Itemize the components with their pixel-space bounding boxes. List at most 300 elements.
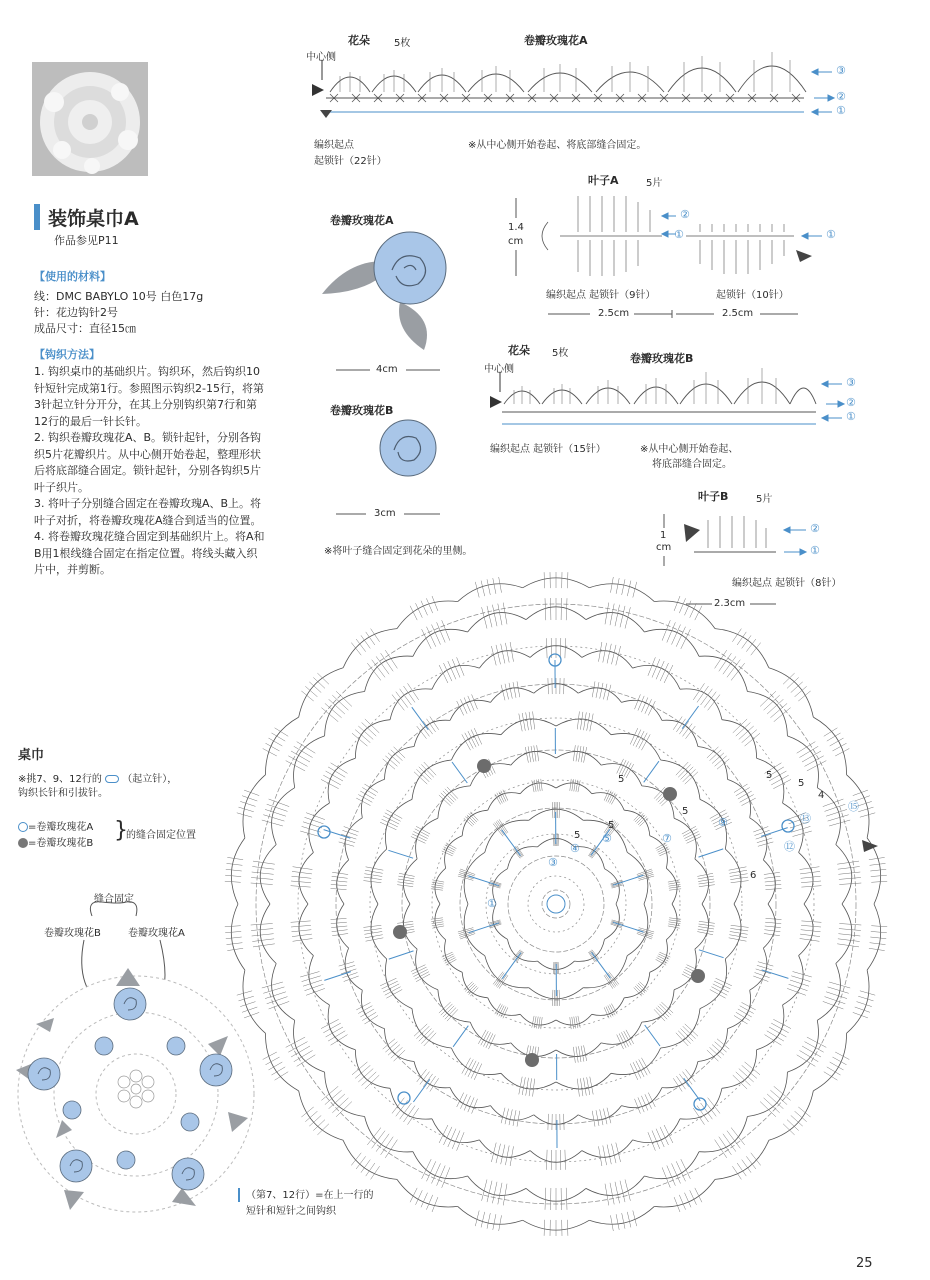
work-reference: 作品参见P11 [54, 234, 119, 247]
doily-stitch [416, 603, 423, 618]
doily-stitch [606, 1007, 611, 1018]
doily-stitch [800, 939, 820, 942]
doily-stitch [501, 1108, 505, 1124]
doily-stitch [475, 582, 479, 598]
doily-stitch [321, 708, 338, 722]
doily-stitch [824, 728, 838, 737]
doily-long-stitch [502, 830, 521, 856]
doily-stitch [501, 791, 506, 802]
doily-arch [633, 665, 680, 689]
doily-stitch [225, 875, 241, 876]
doily-stitch [474, 728, 482, 744]
doily-stitch [486, 1034, 493, 1048]
doily-stitch [828, 815, 849, 821]
doily-row-13: ⑬ [800, 812, 811, 825]
doily-stitch [548, 1114, 549, 1130]
doily-long-stitch [468, 876, 499, 886]
doily-arch [611, 733, 661, 760]
doily-stitch [421, 601, 428, 616]
doily-stitch [263, 815, 284, 821]
doily-arch [847, 970, 870, 1033]
doily-stitch [352, 733, 367, 746]
doily-stitch [630, 728, 638, 744]
doily-stitch [765, 880, 781, 882]
doily-stitch [690, 1190, 697, 1205]
doily-num-5d: 5 [574, 830, 581, 841]
doily-stitch [699, 882, 715, 884]
doily-long-stitch [452, 762, 467, 783]
doily-stitch [839, 883, 861, 885]
doily-stitch [723, 1134, 736, 1152]
doily-stitch [607, 1145, 611, 1165]
leaf-b-start: 编织起点 起锁针（8针） [732, 578, 842, 589]
doily-stitch [544, 1220, 545, 1236]
doily-stitch [622, 579, 625, 595]
doily-stitch [745, 1062, 760, 1075]
doily-stitch [730, 932, 748, 935]
doily-row-4: ④ [570, 842, 580, 855]
rose-b-position-marker [525, 1053, 539, 1067]
doily-arch [750, 948, 767, 990]
doily-stitch [742, 1002, 756, 1010]
doily-stitch [365, 719, 379, 733]
doily-stitch [683, 829, 697, 837]
doily-num-5a: 5 [618, 774, 625, 785]
doily-stitch [764, 872, 780, 874]
doily-stitch [699, 924, 715, 926]
doily-stitch [698, 927, 714, 930]
doily-stitch [383, 984, 399, 992]
doily-stitch [604, 1007, 609, 1018]
doily-stitch [679, 1195, 685, 1210]
doily-stitch [658, 956, 669, 961]
doily-stitch [871, 875, 887, 876]
doily-stitch [870, 937, 886, 939]
doily-arch [501, 1073, 556, 1089]
doily-arch [836, 845, 852, 905]
doily-stitch [329, 1094, 345, 1109]
doily-stitch [871, 931, 887, 932]
leaf-b-unit: cm [656, 542, 672, 553]
doily-stitch [576, 1047, 578, 1063]
doily-stitch [499, 577, 502, 593]
doily-stitch [731, 881, 749, 883]
doily-stitch [729, 867, 747, 870]
doily-stitch [596, 1110, 599, 1126]
doily-stitch [412, 967, 426, 974]
doily-stitch [432, 924, 444, 926]
doily-stitch [624, 763, 632, 777]
doily-stitch [659, 849, 670, 854]
doily-stitch [764, 876, 780, 878]
doily-stitch [501, 644, 505, 664]
doily-stitch [251, 929, 273, 931]
doily-stitch [698, 929, 714, 932]
doily-stitch [262, 820, 283, 826]
doily-arch [578, 1106, 621, 1121]
doily-stitch [421, 1193, 428, 1208]
flower-a-start: 编织起点 [314, 140, 354, 151]
doily-stitch [606, 791, 611, 802]
doily-long-stitch [762, 970, 789, 979]
doily-stitch [331, 889, 347, 890]
doily-row-12: ⑫ [784, 840, 795, 853]
doily-stitch [533, 1079, 535, 1097]
doily-stitch [426, 1195, 432, 1210]
doily-stitch [292, 876, 312, 878]
doily-arch [371, 849, 387, 904]
doily-stitch [240, 801, 255, 806]
legend-brace-icon: } [114, 818, 128, 843]
doily-arch [345, 948, 362, 990]
leaf-a-width-2: 2.5cm [722, 308, 754, 319]
doily-stitch [668, 882, 680, 884]
doily-stitch [323, 775, 341, 785]
doily-stitch [627, 581, 631, 597]
doily-stitch [481, 1031, 489, 1045]
doily-stitch [356, 1156, 366, 1169]
doily-stitch [300, 831, 319, 837]
doily-arch [416, 818, 438, 859]
doily-arch [611, 1048, 661, 1075]
doily-arch [750, 818, 767, 860]
doily-arch [479, 1140, 530, 1157]
doily-stitch [492, 1182, 497, 1204]
doily-stitch [800, 934, 820, 937]
doily-stitch [860, 991, 875, 995]
doily-stitch [686, 834, 700, 841]
doily-arch [328, 758, 355, 803]
doily-stitch [541, 1017, 542, 1029]
leaf-a-count: 5片 [646, 178, 663, 189]
doily-stitch [579, 1046, 582, 1062]
doily-stitch [364, 877, 382, 880]
doily-stitch [611, 1215, 614, 1231]
doily-stitch [833, 743, 847, 751]
doily-stitch [664, 665, 673, 683]
materials-size: 成品尺寸：直径15㎝ [34, 322, 136, 335]
doily-stitch [605, 1184, 609, 1206]
doily-arch [464, 904, 485, 956]
doily-stitch [227, 943, 243, 945]
doily-stitch [710, 990, 726, 999]
doily-stitch [698, 879, 714, 882]
doily-stitch [386, 810, 402, 819]
doily-stitch [339, 962, 354, 966]
doily-stitch [275, 1072, 289, 1081]
doily-arch [450, 700, 491, 720]
doily-stitch [529, 712, 532, 730]
doily-arch [458, 1206, 523, 1224]
doily-stitch [529, 1078, 532, 1096]
doily-stitch [801, 930, 821, 932]
doily-stitch [498, 1183, 502, 1205]
doily-stitch [767, 699, 783, 714]
doily-stitch [619, 1034, 626, 1048]
doily-stitch [736, 723, 751, 737]
doily-stitch [615, 605, 620, 627]
doily-arch [413, 629, 468, 656]
doily-arch [622, 700, 663, 720]
doily-stitch [242, 796, 257, 801]
doily-long-stitch [699, 849, 724, 857]
doily-arch [589, 1206, 654, 1224]
doily-stitch [799, 746, 818, 757]
doily-arch [787, 1020, 818, 1072]
doily-stitch [332, 872, 348, 874]
doily-center-ring [547, 895, 565, 913]
doily-stitch [225, 931, 241, 932]
doily-arch [556, 1014, 592, 1025]
doily-stitch [766, 889, 782, 890]
doily-stitch [303, 822, 322, 828]
doily-arch [666, 868, 677, 904]
doily-stitch [398, 882, 414, 884]
doily-arch [520, 783, 556, 794]
doily-stitch [240, 1002, 255, 1007]
method-step-1: 1. 钩织桌巾的基础织片。钩织环，然后钩织10针短针完成第1行。参照图示钩织2-15行，将第3针起立针分开分，在其上分别钩织第7行和第12行的最后一针长针。 [34, 365, 264, 428]
doily-long-stitch [684, 1078, 701, 1101]
doily-stitch [293, 939, 313, 942]
doily-stitch [751, 643, 761, 656]
doily-stitch [627, 1212, 631, 1228]
doily-stitch [332, 695, 348, 710]
doily-stitch [760, 1102, 776, 1117]
doily-arch [520, 1014, 556, 1025]
doily-stitch [608, 1006, 613, 1017]
doily-stitch [617, 759, 624, 774]
doily-stitch [544, 572, 545, 588]
doily-stitch [443, 849, 454, 854]
doily-note-1b: （起立针）， [122, 774, 178, 785]
doily-stitch [545, 598, 546, 620]
doily-stitch [869, 857, 885, 859]
doily-stitch [331, 884, 347, 885]
doily-stitch [325, 703, 342, 717]
doily-stitch [573, 1047, 575, 1063]
doily-stitch [517, 681, 520, 697]
doily-stitch [301, 1107, 313, 1117]
doily-stitch [716, 978, 732, 986]
doily-stitch [422, 1159, 432, 1179]
rose-b-position-marker [393, 925, 407, 939]
doily-stitch [633, 582, 637, 598]
doily-arch [582, 1140, 633, 1157]
doily-stitch [351, 1153, 361, 1166]
doily-stitch [252, 867, 274, 870]
doily-stitch [742, 798, 756, 806]
doily-stitch [740, 795, 754, 803]
doily-stitch [801, 886, 821, 887]
doily-arch [592, 998, 624, 1016]
doily-stitch [839, 878, 861, 880]
doily-stitch [620, 606, 625, 627]
doily-stitch [266, 1057, 280, 1065]
doily-long-stitch [412, 707, 429, 730]
doily-arch [627, 852, 648, 904]
doily-stitch [648, 1132, 656, 1151]
doily-stitch [356, 798, 370, 806]
doily-stitch [858, 996, 873, 1001]
doily-arch [479, 651, 530, 668]
rose-b-position-marker [691, 969, 705, 983]
doily-stitch [838, 939, 860, 942]
doily-stitch [431, 889, 443, 890]
doily-stitch [697, 932, 713, 935]
flower-a-name: 卷瓣玫瑰花A [524, 34, 588, 47]
doily-arch [294, 736, 325, 788]
doily-stitch [432, 596, 438, 611]
doily-stitch [793, 831, 812, 837]
doily-stitch [587, 1077, 590, 1095]
doily-stitch [760, 691, 776, 706]
doily-stitch [617, 1035, 624, 1050]
doily-arch [231, 904, 245, 970]
doily-stitch [444, 956, 455, 961]
doily-stitch [269, 738, 283, 746]
doily-stitch [797, 742, 816, 754]
doily-arch [451, 1048, 501, 1075]
doily-stitch [329, 699, 345, 714]
doily-stitch [331, 918, 347, 919]
doily-stitch [766, 918, 782, 919]
doily-stitch [417, 726, 427, 739]
doily-arch [601, 1022, 642, 1044]
doily-stitch [503, 790, 508, 801]
sew-rose-a-label: 卷瓣玫瑰花A [128, 928, 185, 939]
rose-a-position-marker [782, 820, 794, 832]
legend-rose-b-text: =卷瓣玫瑰花B [28, 838, 94, 849]
doily-stitch [607, 1108, 611, 1124]
doily-stitch [252, 934, 274, 936]
doily-stitch [567, 1220, 568, 1236]
doily-stitch [332, 934, 348, 936]
doily-stitch [765, 926, 781, 928]
doily-num-5c: 5 [766, 770, 773, 781]
doily-stitch [607, 644, 611, 664]
doily-stitch [857, 1002, 872, 1007]
leaf-a-unit: cm [508, 236, 524, 247]
doily-arch [243, 970, 266, 1033]
page-number: 25 [856, 1256, 873, 1271]
doily-stitch [790, 980, 809, 986]
doily-stitch [336, 1102, 352, 1117]
rose-a-width: 4cm [376, 364, 398, 375]
doily-stitch [838, 872, 860, 874]
doily-long-stitch [699, 950, 724, 958]
doily-stitch [351, 643, 361, 656]
doily-stitch [291, 881, 311, 883]
doily-stitch [336, 691, 352, 706]
doily-stitch [731, 925, 749, 927]
doily-stitch [839, 924, 861, 926]
doily-stitch [452, 659, 460, 677]
doily-arch [450, 1088, 491, 1108]
doily-arch [783, 956, 804, 1005]
doily-stitch [342, 830, 357, 835]
doily-stitch [742, 730, 757, 743]
doily-stitch [492, 605, 497, 627]
doily-stitch [659, 954, 670, 959]
doily-stitch [755, 973, 770, 978]
doily-stitch [756, 969, 771, 974]
doily-arch [432, 1119, 479, 1143]
doily-stitch [605, 975, 614, 988]
doily-stitch [366, 867, 384, 870]
doily-stitch [798, 1107, 810, 1117]
doily-stitch [612, 645, 617, 664]
doily-stitch [431, 920, 443, 922]
doily-stitch [536, 1017, 538, 1029]
method-step-2: 2. 钩织卷瓣玫瑰花A、B。锁针起针，分别各钩织5片花瓣织片。从中心侧开始卷起，整理形状后将底部缝合固定。锁针起针，分别各钩织5片叶子织片。 [34, 431, 262, 494]
doily-stitch [358, 795, 372, 803]
doily-stitch [751, 1153, 761, 1166]
doily-stitch [580, 1078, 583, 1096]
doily-stitch [604, 790, 609, 801]
flower-a-petal-label: 花朵 [348, 34, 370, 47]
rose-a-illus-name: 卷瓣玫瑰花A [330, 214, 394, 227]
doily-stitch [642, 1058, 651, 1074]
doily-arch [345, 818, 362, 860]
doily-stitch [600, 1109, 603, 1125]
flower-a-row-2: ② [836, 90, 846, 103]
doily-stitch [251, 883, 273, 885]
doily-stitch [566, 1188, 567, 1210]
leaf-a-row-1b: ① [826, 228, 836, 241]
doily-arch [458, 584, 523, 602]
doily-stitch [745, 733, 760, 746]
doily-arch [451, 733, 501, 760]
doily-stitch [669, 918, 681, 919]
doily-stitch [599, 642, 602, 662]
doily-stitch [599, 1146, 602, 1166]
doily-stitch [252, 939, 274, 942]
flower-a-chain: 起锁针（22针） [314, 156, 387, 167]
doily-stitch [227, 857, 243, 859]
doily-stitch [697, 873, 713, 876]
doily-stitch [801, 925, 821, 927]
leaf-a-name: 叶子A [588, 174, 619, 187]
doily-stitch [332, 876, 348, 878]
doily-stitch [493, 1214, 496, 1230]
doily-stitch [501, 1145, 505, 1165]
flower-b-petal-label: 花朵 [508, 344, 530, 357]
doily-stitch [830, 1062, 844, 1070]
doily-stitch [460, 1094, 467, 1109]
doily-num-6: 6 [750, 870, 757, 881]
doily-stitch [267, 804, 288, 811]
doily-stitch [534, 746, 536, 762]
doily-stitch [297, 1055, 316, 1067]
doily-long-stitch [453, 1026, 468, 1047]
doily-arch [757, 1005, 784, 1050]
doily-stitch [303, 980, 322, 986]
doily-stitch [226, 869, 242, 871]
doily-arch [817, 964, 840, 1021]
leaf-sew-note: ※将叶子缝合固定到花朵的里侧。 [324, 546, 473, 557]
doily-arch [468, 613, 526, 632]
doily-stitch [603, 684, 607, 700]
doily-stitch [581, 746, 584, 762]
doily-stitch [742, 1065, 757, 1078]
doily-arch [371, 904, 387, 959]
doily-arch [592, 793, 624, 811]
doily-stitch [498, 820, 507, 833]
doily-long-stitch [389, 951, 414, 959]
doily-stitch [612, 1144, 617, 1163]
doily-stitch [356, 1002, 370, 1010]
doily-stitch [262, 982, 283, 988]
